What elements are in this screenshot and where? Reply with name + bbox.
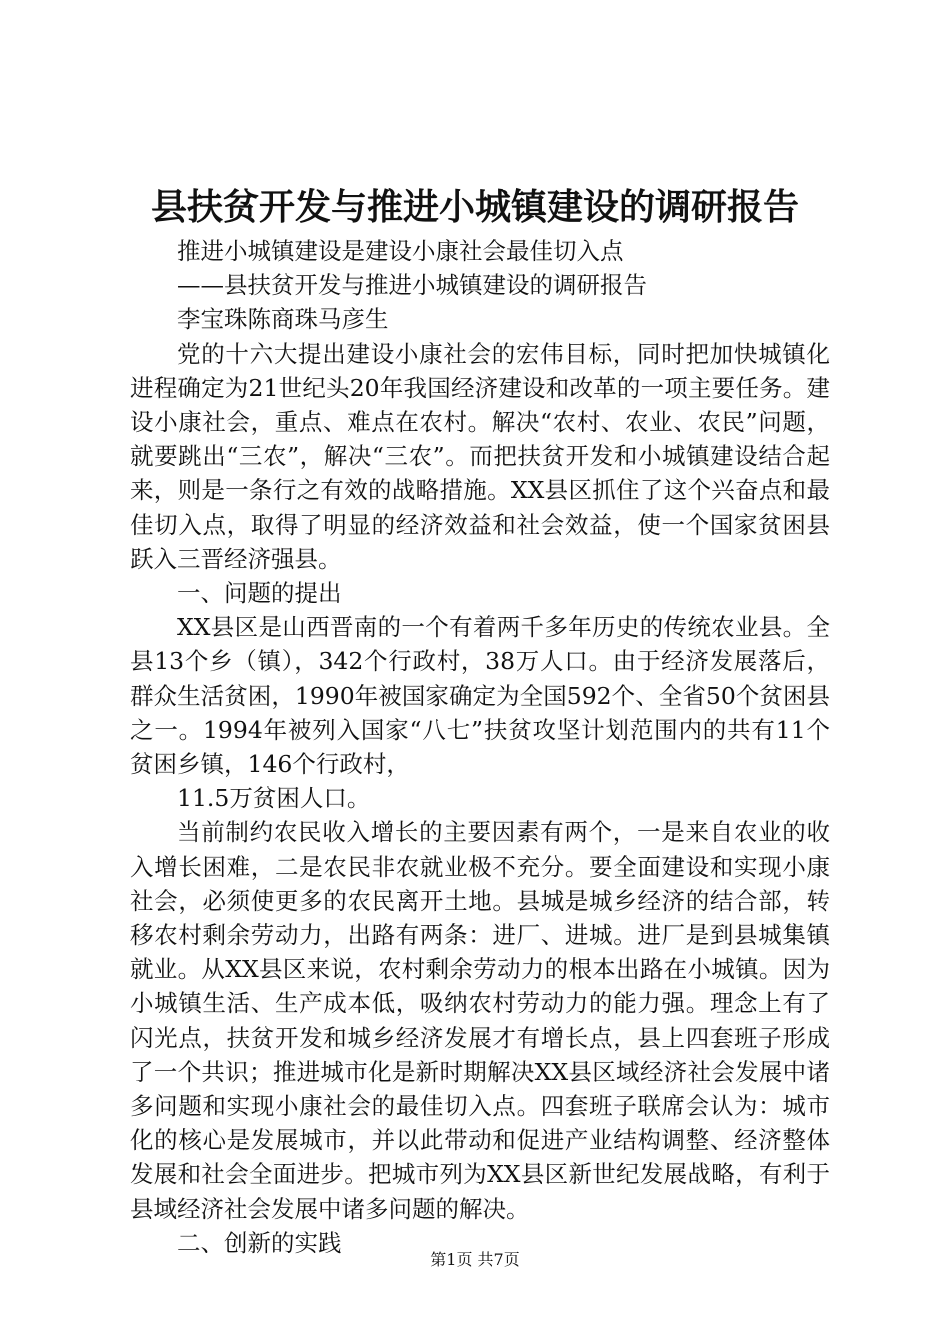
- document-body: [130, 234, 830, 1260]
- page-footer: 第1页 共7页: [430, 1250, 520, 1269]
- paragraph: XX县区是山西晋南的一个有着两千多年历史的传统农业县。全县13个乡（镇），342个行政村，38万人口。由于经济发展落后，群众生活贫困，1990年被国家确定为全国592个、全省50个贫困县之一。1994年被列入国家“八七”扶贫攻坚计划范围内的共有11个贫困乡镇，146个行政村，: [130, 613, 830, 779]
- section-heading: 二、创新的实践: [177, 1228, 342, 1257]
- section-heading: 一、问题的提出: [177, 579, 342, 608]
- paragraph: 11.5万贫困人口。: [177, 784, 371, 813]
- paragraph: 当前制约农民收入增长的主要因素有两个，一是来自农业的收入增长困难，二是农民非农就业极不充分。要全面建设和实现小康社会，必须使更多的农民离开土地。县城是城乡经济的结合部，转移农村剩余劳动力，出路有两条：进厂、进城。进厂是到县城集镇就业。从XX县区来说，农村剩余劳动力的根本出路在小城镇。因为小城镇生活、生产成本低，吸纳农村劳动力的能力强。理念上有了闪光点，扶贫开发和城乡经济发展才有增长点，县上四套班子形成了一个共识；推进城市化是新时期解决XX县区域经济社会发展中诸多问题和实现小康社会的最佳切入点。四套班子联席会认为：城市化的核心是发展城市，并以此带动和促进产业结构调整、经济整体发展和社会全面进步。把城市列为XX县区新世纪发展战略，有利于县域经济社会发展中诸多问题的解决。: [130, 818, 830, 1223]
- document-title: 县扶贫开发与推进小城镇建设的调研报告: [150, 187, 799, 228]
- authors: 李宝珠陈商珠马彦生: [177, 305, 389, 334]
- subtitle-secondary: ——县扶贫开发与推进小城镇建设的调研报告: [177, 271, 647, 300]
- paragraph: 党的十六大提出建设小康社会的宏伟目标，同时把加快城镇化进程确定为21世纪头20年我国经济建设和改革的一项主要任务。建设小康社会，重点、难点在农村。解决“农村、农业、农民”问题，就要跳出“三农”，解决“三农”。而把扶贫开发和小城镇建设结合起来，则是一条行之有效的战略措施。XX县区抓住了这个兴奋点和最佳切入点，取得了明显的经济效益和社会效益，使一个国家贫困县跃入三晋经济强县。: [130, 339, 830, 573]
- subtitle: 推进小城镇建设是建设小康社会最佳切入点: [177, 237, 624, 265]
